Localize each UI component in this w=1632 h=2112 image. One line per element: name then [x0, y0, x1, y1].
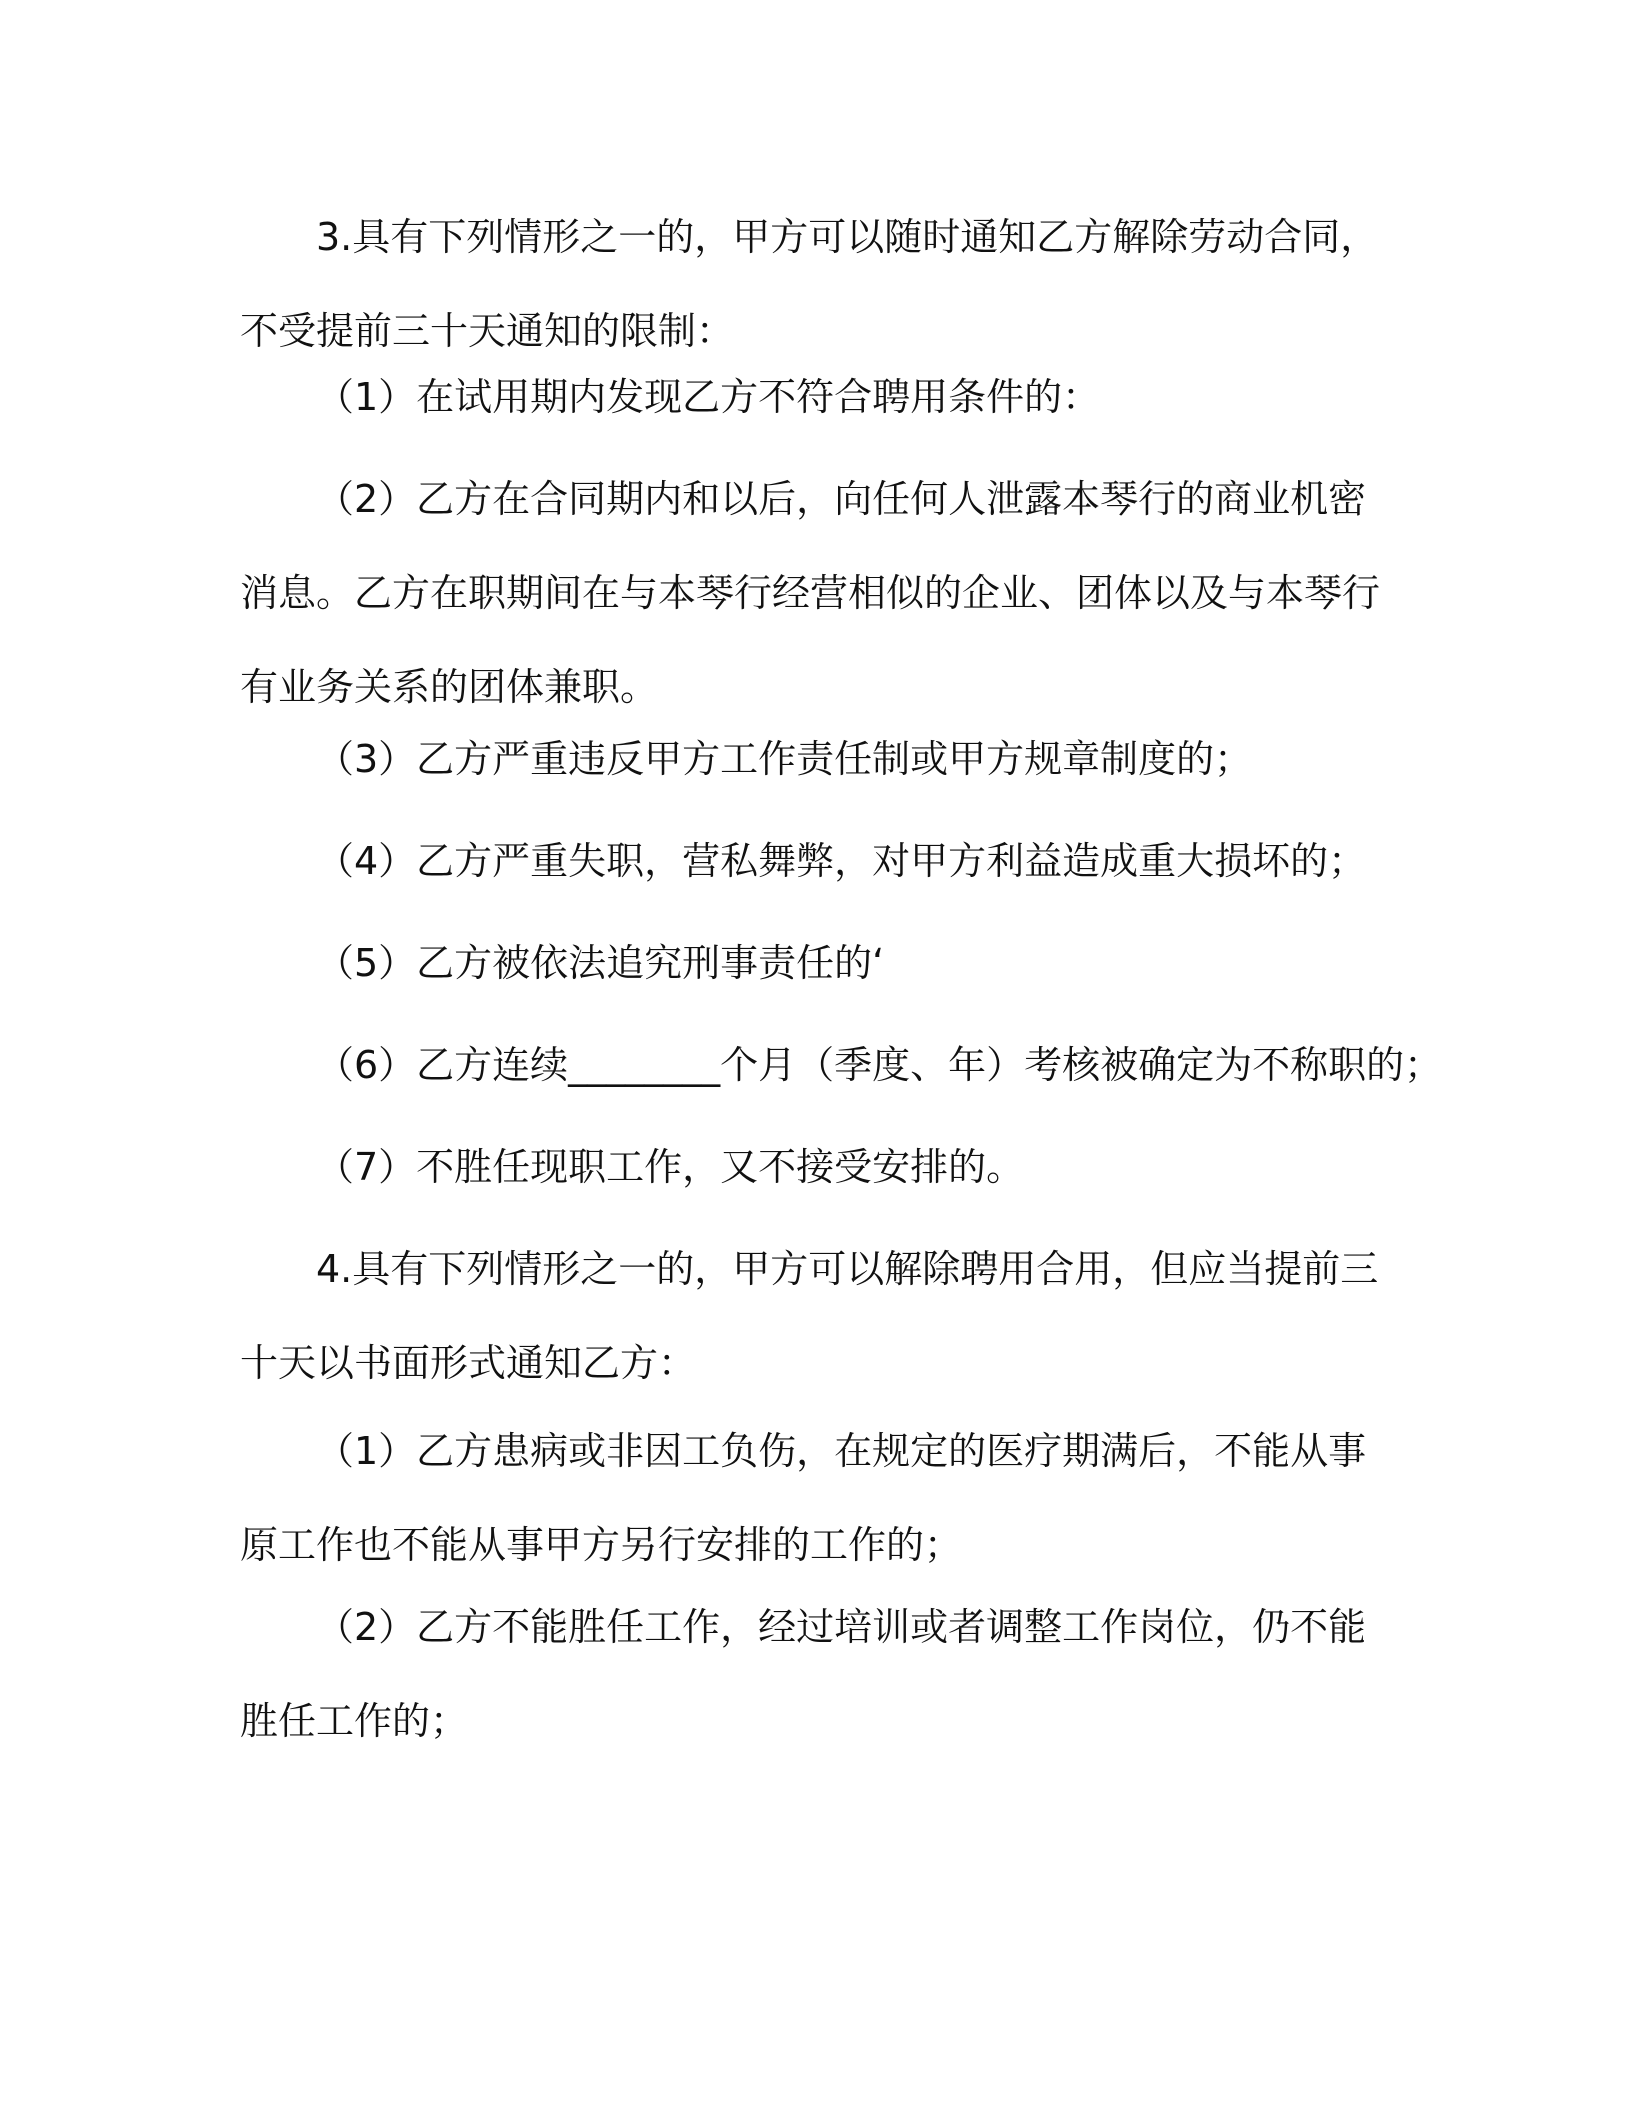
paragraph-clause-4: 4.具有下列情形之一的，甲方可以解除聘用合用，但应当提前三十天以书面形式通知乙方： [240, 1247, 1379, 1385]
paragraph-clause-3-item-5: （5）乙方被依法追究刑事责任的‘ [316, 941, 885, 985]
paragraph-clause-3-item-1: （1）在试用期内发现乙方不符合聘用条件的： [316, 375, 1101, 419]
paragraph-clause-3-item-6: （6）乙方连续________个月（季度、年）考核被确定为不称职的； [316, 1043, 1443, 1087]
paragraph-clause-3-item-7: （7）不胜任现职工作，又不接受安排的。 [316, 1145, 1025, 1189]
paragraph-clause-3-item-4: （4）乙方严重失职，营私舞弊，对甲方利益造成重大损坏的； [316, 839, 1367, 883]
paragraph-clause-3-item-3: （3）乙方严重违反甲方工作责任制或甲方规章制度的； [316, 737, 1253, 781]
paragraph-clause-4-item-1: （1）乙方患病或非因工负伤，在规定的医疗期满后，不能从事原工作也不能从事甲方另行安排的工作的； [240, 1429, 1367, 1567]
paragraph-clause-3-item-2: （2）乙方在合同期内和以后，向任何人泄露本琴行的商业机密消息。乙方在职期间在与本琴行经营相似的企业、团体以及与本琴行有业务关系的团体兼职。 [240, 477, 1381, 709]
paragraph-clause-4-item-2: （2）乙方不能胜任工作，经过培训或者调整工作岗位，仍不能胜任工作的； [240, 1605, 1367, 1743]
paragraph-clause-3: 3.具有下列情形之一的，甲方可以随时通知乙方解除劳动合同，不受提前三十天通知的限制： [240, 215, 1379, 353]
